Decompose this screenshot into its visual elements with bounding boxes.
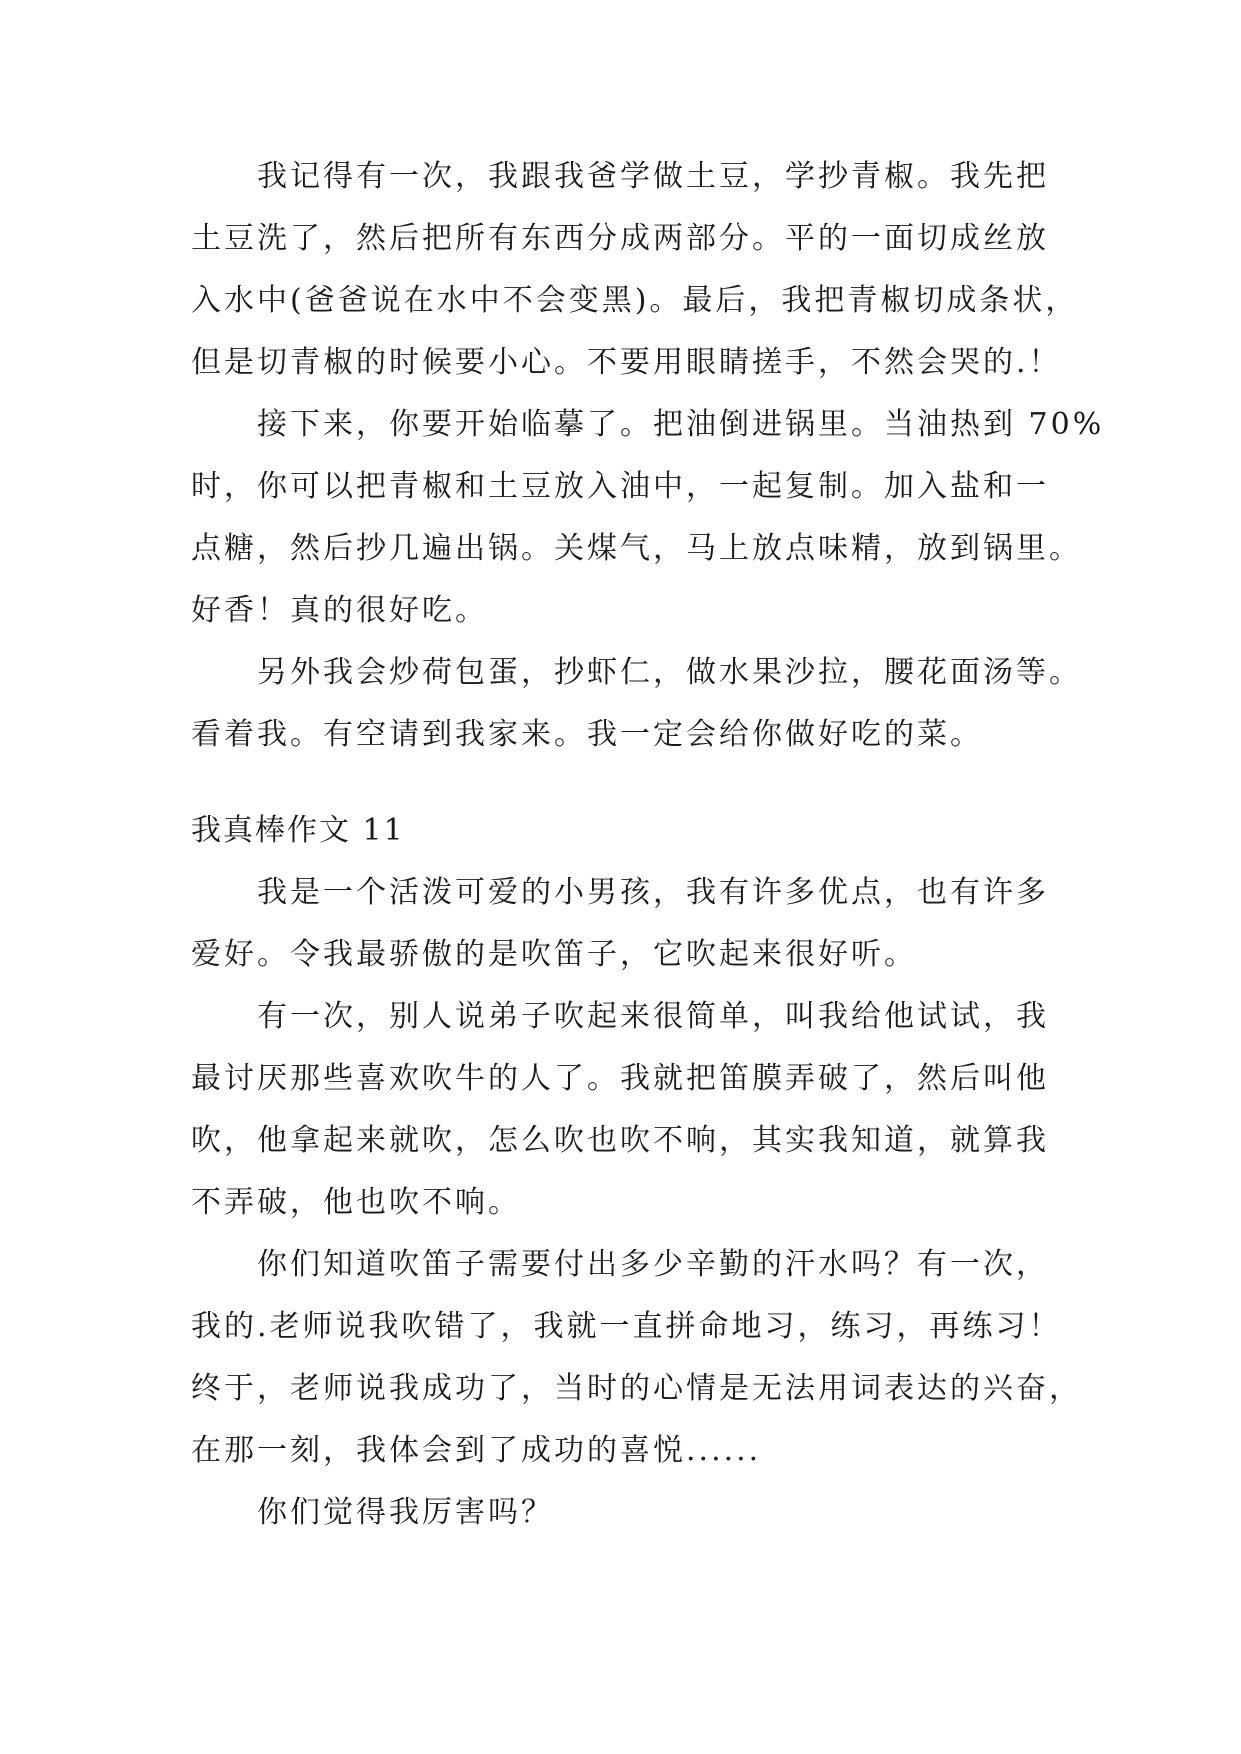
paragraph-line: 我是一个活泼可爱的小男孩，我有许多优点，也有许多 <box>257 875 1049 910</box>
paragraph-line: 我记得有一次，我跟我爸学做土豆，学抄青椒。我先把 <box>257 159 1049 194</box>
paragraph-line: 你们知道吹笛子需要付出多少辛勤的汗水吗？有一次， <box>257 1247 1049 1282</box>
essay-section-2 <box>191 800 1082 1544</box>
paragraph-line: 时，你可以把青椒和土豆放入油中，一起复制。加入盐和一 <box>191 469 1049 504</box>
paragraph-line: 接下来，你要开始临摹了。把油倒进锅里。当油热到 70% <box>257 407 1105 442</box>
paragraph-line: 在那一刻，我体会到了成功的喜悦...... <box>191 1433 762 1468</box>
paragraph-line: 爱好。令我最骄傲的是吹笛子，它吹起来很好听。 <box>191 937 917 972</box>
paragraph-line: 土豆洗了，然后把所有东西分成两部分。平的一面切成丝放 <box>191 221 1049 256</box>
paragraph-line: 最讨厌那些喜欢吹牛的人了。我就把笛膜弄破了，然后叫他 <box>191 1061 1049 1096</box>
paragraph-line: 另外我会炒荷包蛋，抄虾仁，做水果沙拉，腰花面汤等。 <box>257 655 1082 690</box>
paragraph-line: 吹，他拿起来就吹，怎么吹也吹不响，其实我知道，就算我 <box>191 1123 1049 1158</box>
paragraph-line: 点糖，然后抄几遍出锅。关煤气，马上放点味精，放到锅里。 <box>191 531 1082 566</box>
paragraph-line: 你们觉得我厉害吗？ <box>257 1495 554 1530</box>
paragraph-line: 好香！真的很好吃。 <box>191 593 488 628</box>
paragraph-line: 看着我。有空请到我家来。我一定会给你做好吃的菜。 <box>191 717 983 752</box>
paragraph-line: 不弄破，他也吹不响。 <box>191 1185 521 1220</box>
paragraph-line: 终于，老师说我成功了，当时的心情是无法用词表达的兴奋， <box>191 1371 1082 1406</box>
essay-section-1 <box>191 146 1105 766</box>
paragraph-line: 但是切青椒的时候要小心。不要用眼睛搓手，不然会哭的.！ <box>191 345 1062 380</box>
essay-title: 我真棒作文 11 <box>191 813 405 848</box>
paragraph-line: 入水中(爸爸说在水中不会变黑)。最后，我把青椒切成条状， <box>191 283 1079 318</box>
paragraph-line: 我的.老师说我吹错了，我就一直拼命地习，练习，再练习！ <box>191 1309 1062 1344</box>
paragraph-line: 有一次，别人说弟子吹起来很简单，叫我给他试试，我 <box>257 999 1049 1034</box>
